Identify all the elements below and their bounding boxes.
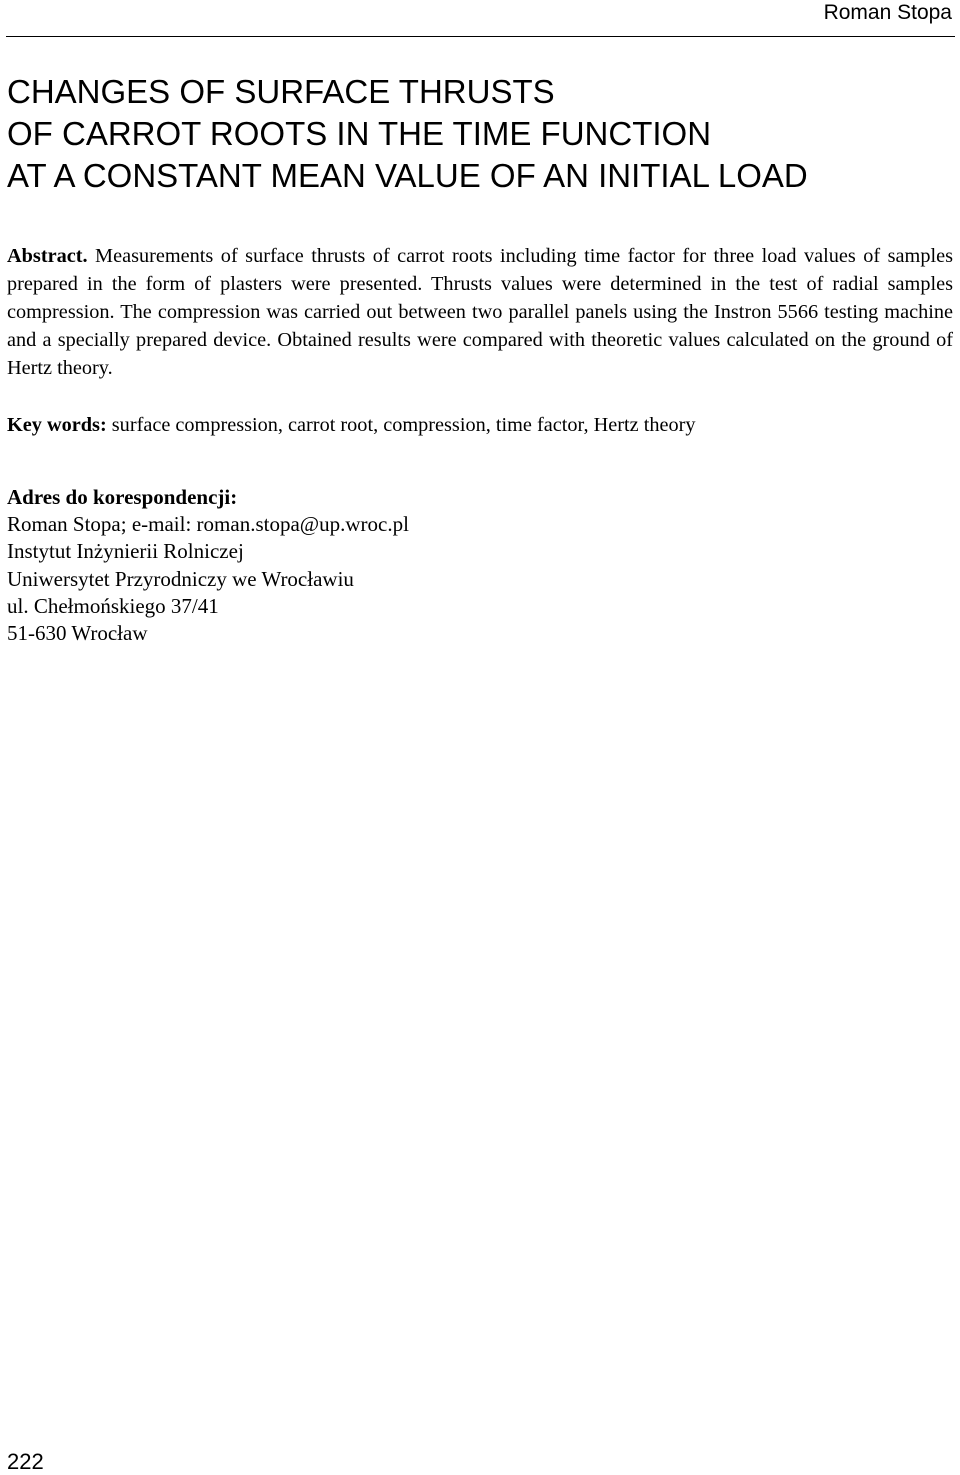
correspondence-block bbox=[7, 484, 947, 647]
keywords-paragraph bbox=[7, 411, 953, 439]
abstract-label: Abstract. bbox=[7, 245, 88, 267]
keywords-text: surface compression, carrot root, compression, time factor, Hertz theory bbox=[111, 414, 696, 436]
abstract-text: Measurements of surface thrusts of carrot roots including time factor for three load values of samples prepared in the form of plasters were presented. Thrusts values were determined in the test of radial samples compression. The compression was carried out between two parallel panels using the Instron 5566 testing machine and a specially prepared device. Obtained results were compared with theoretic values calculated on the ground of Hertz theory. bbox=[7, 245, 953, 379]
keywords-label: Key words: bbox=[7, 414, 107, 436]
title-line-1: CHANGES OF SURFACE THRUSTS bbox=[7, 73, 555, 110]
running-header-author: Roman Stopa bbox=[823, 1, 952, 24]
correspondence-street: ul. Chełmońskiego 37/41 bbox=[7, 593, 219, 618]
correspondence-university: Uniwersytet Przyrodniczy we Wrocławiu bbox=[7, 566, 354, 591]
abstract-paragraph bbox=[7, 242, 953, 382]
correspondence-name-email: Roman Stopa; e-mail: roman.stopa@up.wroc.pl bbox=[7, 512, 409, 537]
correspondence-city: 51-630 Wrocław bbox=[7, 621, 148, 646]
title-line-3: AT A CONSTANT MEAN VALUE OF AN INITIAL LOAD bbox=[7, 157, 808, 194]
paper-title bbox=[7, 71, 947, 197]
page-number: 222 bbox=[7, 1449, 44, 1474]
header-rule bbox=[6, 36, 955, 37]
correspondence-institute: Instytut Inżynierii Rolniczej bbox=[7, 539, 244, 564]
title-line-2: OF CARROT ROOTS IN THE TIME FUNCTION bbox=[7, 115, 712, 152]
correspondence-label: Adres do korespondencji: bbox=[7, 485, 238, 509]
